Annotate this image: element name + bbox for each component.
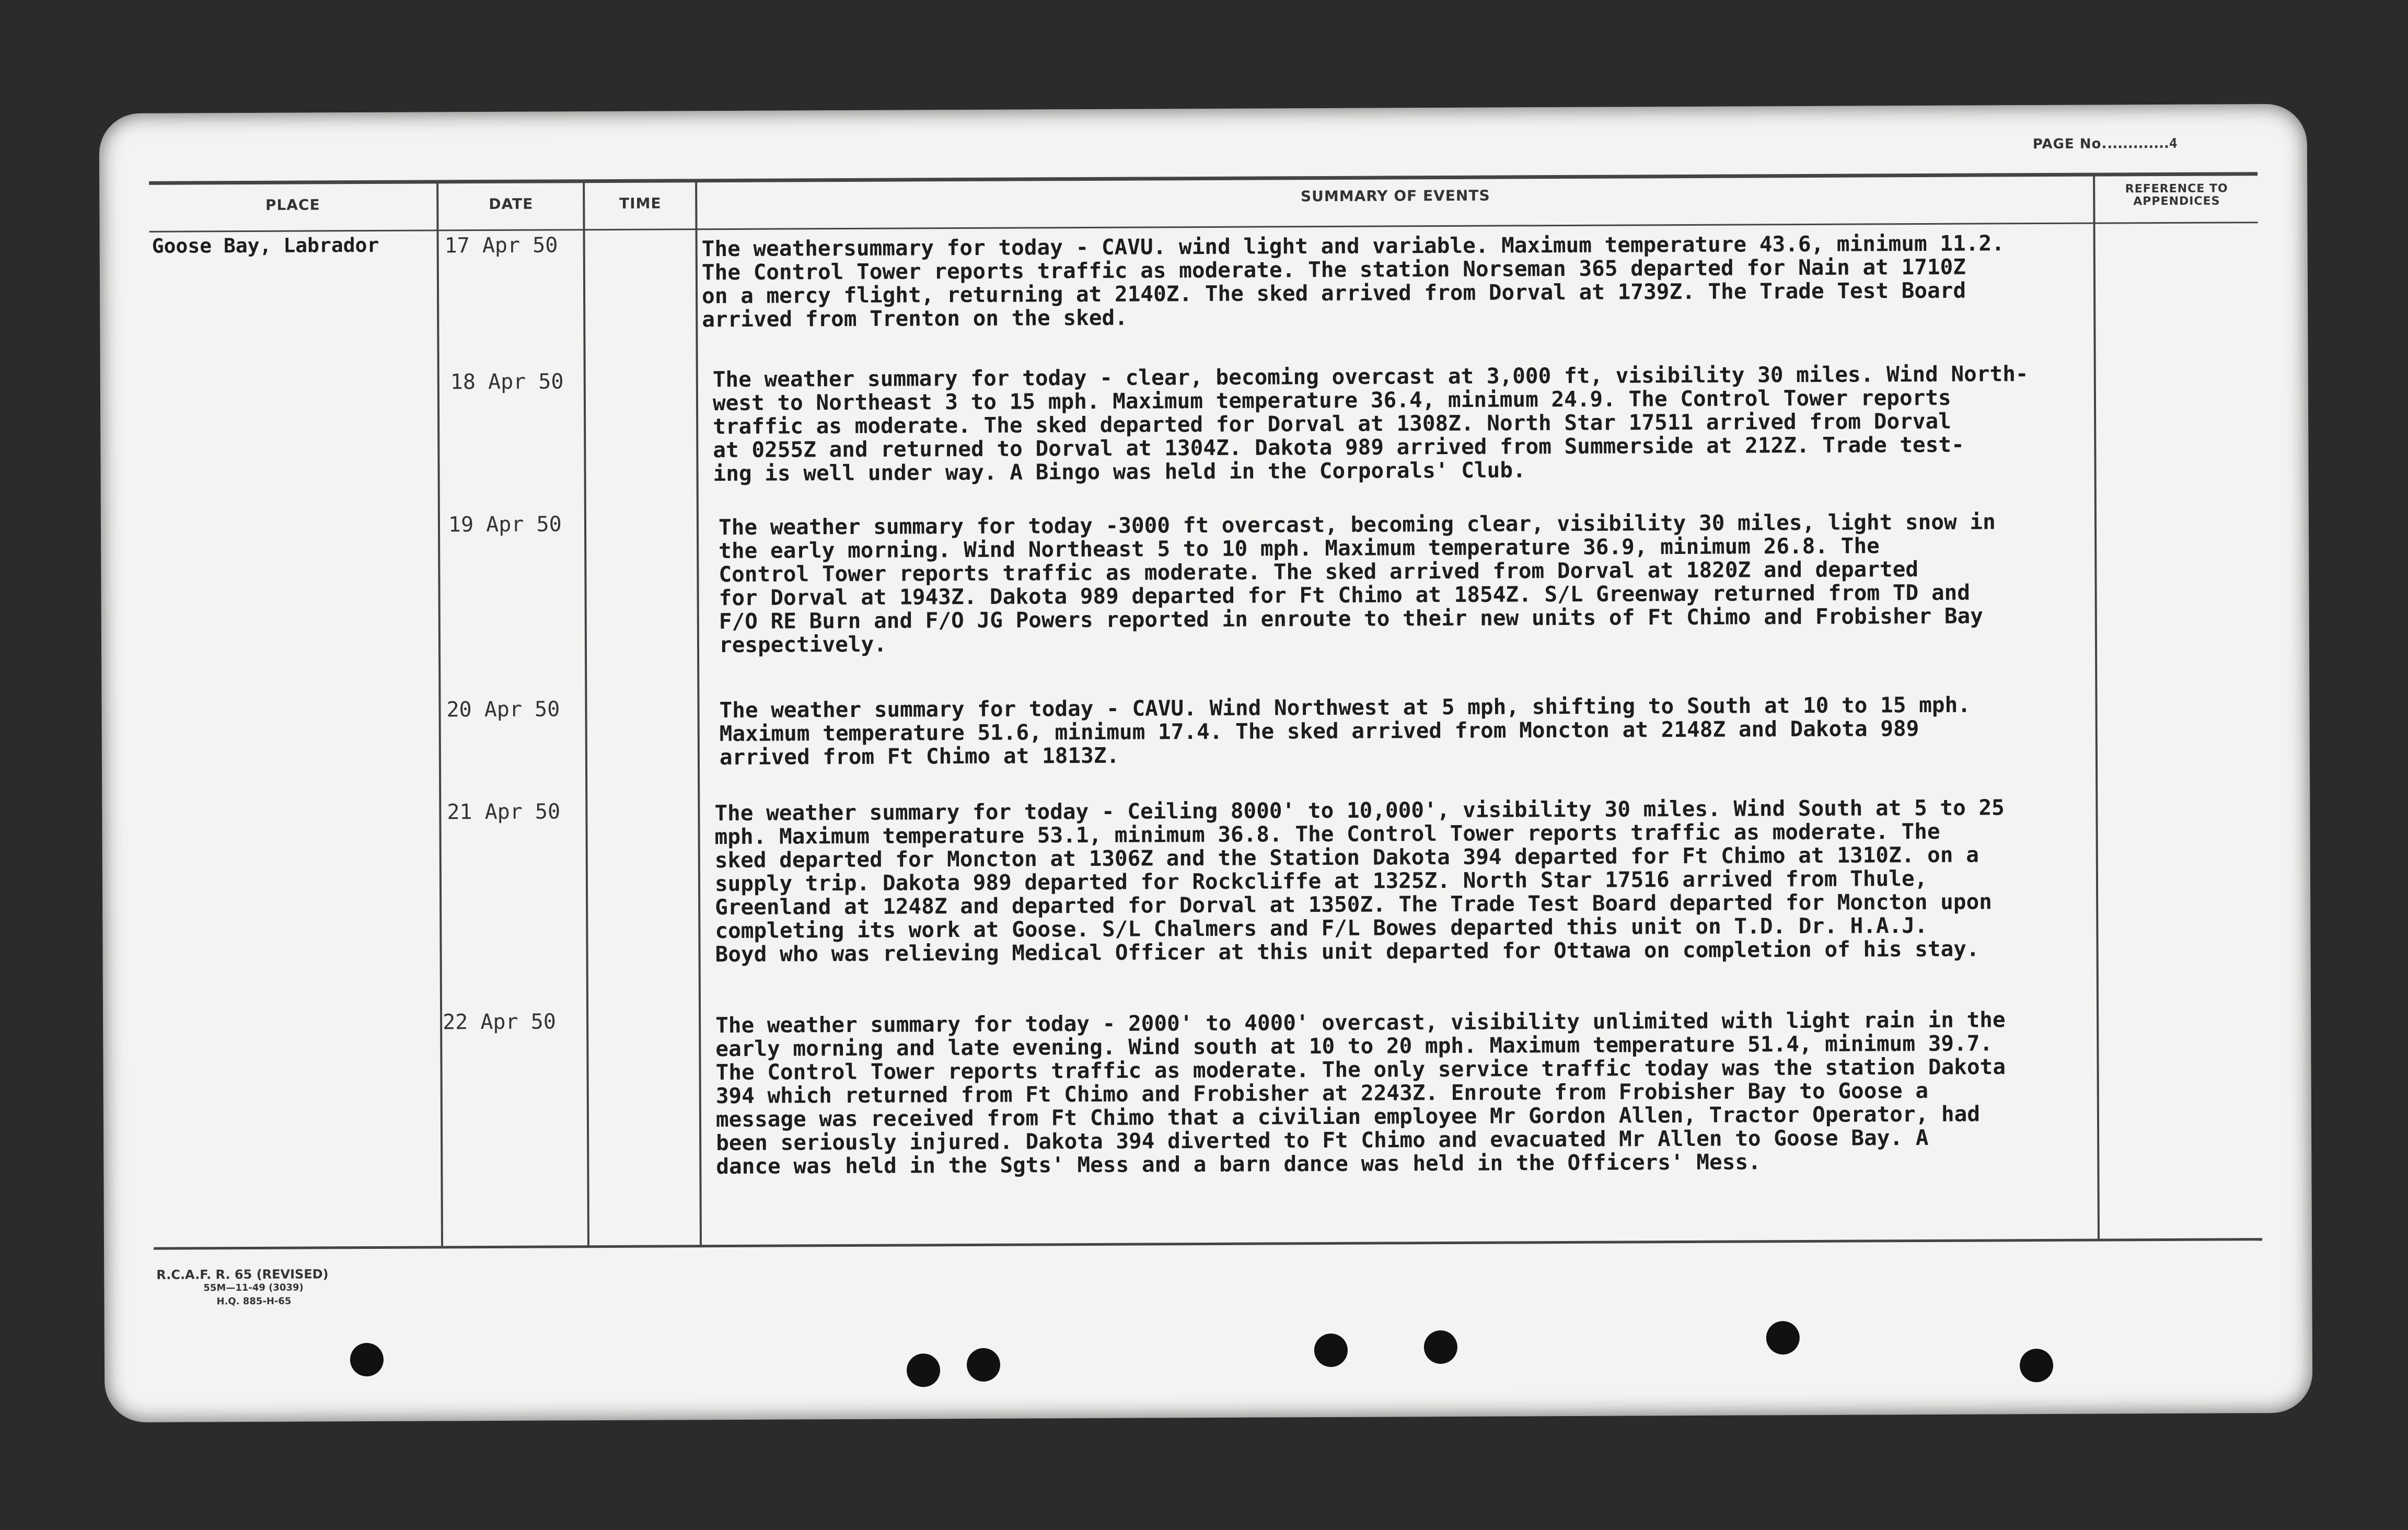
header-reference: REFERENCE TO APPENDICES xyxy=(2125,182,2228,208)
punch-hole xyxy=(350,1343,384,1376)
col-divider-place xyxy=(436,182,443,1246)
header-time: TIME xyxy=(619,194,662,212)
form-number: R.C.A.F. R. 65 (REVISED) 55M—11-49 (3039) H.Q. 885-H-65 xyxy=(156,1267,329,1307)
col-divider-date xyxy=(583,182,589,1245)
col-divider-summary xyxy=(2093,176,2100,1239)
punch-hole xyxy=(967,1348,1000,1382)
col-divider-time xyxy=(695,181,702,1245)
header-date: DATE xyxy=(489,195,534,213)
place-value: Goose Bay, Labrador xyxy=(152,233,379,258)
punch-hole xyxy=(907,1353,940,1387)
table-bottom-rule xyxy=(154,1238,2262,1250)
page-number-label: PAGE No.............4 xyxy=(2032,135,2178,153)
entry-date: 17 Apr 50 xyxy=(444,233,558,258)
entry-summary: The weathersummary for today - CAVU. wind light and variable. Maximum temperature 43.6, minimum 11.2. The Control Tower reports traffic as moderate. The station Norseman 365 departed for Nain at 1710Z on a mercy flight, returning at 2140Z. The sked arrived from Dorval at 1739Z. The Trade Test Board arrived from Trenton on the sked. xyxy=(701,230,2005,332)
entry-date: 21 Apr 50 xyxy=(447,799,561,825)
header-summary: SUMMARY OF EVENTS xyxy=(1300,187,1490,205)
entry-summary: The weather summary for today - Ceiling 8000' to 10,000', visibility 30 miles. Wind South at 5 to 25 mph. Maximum temperature 53.1, minimum 36.8. The Control Tower reports traffic as moderate. The sked departed for Moncton at 1306Z and the Station Dakota 394 departed for Ft Chimo at 1310Z. on a supply trip. Dakota 989 departed for Rockcliffe at 1325Z. North Star 17516 arrived from Thule, Greenland at 1248Z and departed for Dorval at 1350Z. The Trade Test Board departed for Moncton upon completing its work at Goose. S/L Chalmers and F/L Bowes departed this unit on T.D. Dr. H.A.J. Boyd who was relieving Medical Officer at this unit departed for Ottawa on completion of his stay. xyxy=(714,795,2005,967)
table-top-rule xyxy=(149,172,2258,185)
page-number: 4 xyxy=(2169,135,2178,152)
entry-summary: The weather summary for today - CAVU. Wind Northwest at 5 mph, shifting to South at 10 to 15 mph. Maximum temperature 51.6, minimum 17.4. The sked arrived from Moncton at 2148Z and Dakota 989 arrived from Ft Chimo at 1813Z. xyxy=(719,692,1971,770)
entry-summary: The weather summary for today -3000 ft overcast, becoming clear, visibility 30 miles, light snow in the early morning. Wind Northeast 5 to 10 mph. Maximum temperature 36.9, minimum 26.8. The Control Tower reports traffic as moderate. The sked arrived from Dorval at 1820Z and departed for Dorval at 1943Z. Dakota 989 departed for Ft Chimo at 1854Z. S/L Greenway returned from TD and F/O RE Burn and F/O JG Powers reported in enroute to their new units of Ft Chimo and Frobisher Bay respectively. xyxy=(718,509,1996,658)
punch-hole xyxy=(2020,1349,2053,1382)
diary-form-card xyxy=(99,104,2313,1422)
punch-hole xyxy=(1314,1334,1348,1367)
punch-hole xyxy=(1424,1330,1457,1364)
entry-date: 19 Apr 50 xyxy=(448,512,562,537)
entry-date: 18 Apr 50 xyxy=(450,369,564,395)
entry-summary: The weather summary for today - clear, becoming overcast at 3,000 ft, visibility 30 miles. Wind North- west to Northeast 3 to 15 mph. Maximum temperature 36.4, minimum 24.9. The Control Tower reports traffic as moderate. The sked departed for Dorval at 1308Z. North Star 17511 arrived from Dorval at 0255Z and returned to Dorval at 1304Z. Dakota 989 arrived from Summerside at 212Z. Trade test- ing is well under way. A Bingo was held in the Corporals' Club. xyxy=(712,361,2029,486)
entry-summary: The weather summary for today - 2000' to 4000' overcast, visibility unlimited with light rain in the early morning and late evening. Wind south at 10 to 20 mph. Maximum temperature 51.4, minimum 39.7. The Control Tower reports traffic as moderate. The only service traffic today was the station Dakota 394 which returned from Ft Chimo and Frobisher at 2243Z. Enroute from Frobisher Bay to Goose a message was received from Ft Chimo that a civilian employee Mr Gordon Allen, Tractor Operator, had been seriously injured. Dakota 394 diverted to Ft Chimo and evacuated Mr Allen to Goose Bay. A dance was held in the Sgts' Mess and a barn dance was held in the Officers' Mess. xyxy=(715,1007,2006,1179)
header-place: PLACE xyxy=(265,196,320,214)
entry-date: 22 Apr 50 xyxy=(443,1010,556,1035)
entry-date: 20 Apr 50 xyxy=(446,697,560,722)
punch-hole xyxy=(1766,1321,1800,1354)
